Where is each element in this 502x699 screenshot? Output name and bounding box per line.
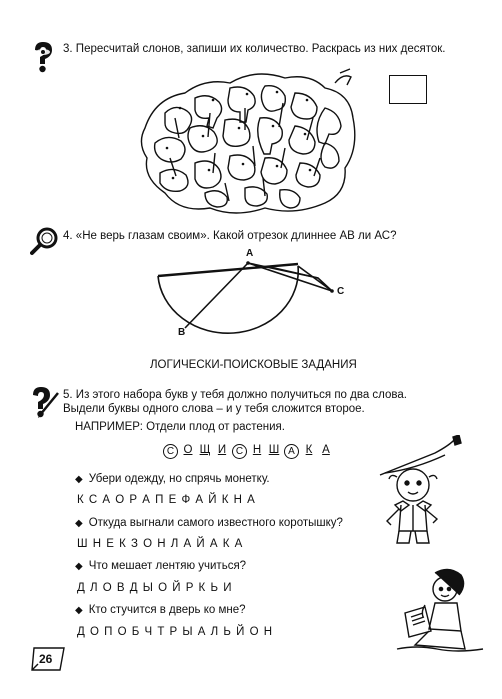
page-number-badge <box>30 646 66 672</box>
item-1-letters[interactable]: К С А О Р А П Е Ф А Й К Н А <box>77 494 256 506</box>
example-letter: С <box>232 444 247 459</box>
magnifier-icon <box>30 226 60 261</box>
example-letter: И <box>217 444 227 456</box>
example-label: НАПРИМЕР: Отдели плод от растения. <box>75 421 285 433</box>
task3-number: 3. <box>63 43 73 55</box>
answer-box[interactable] <box>389 75 427 104</box>
example-letter: С <box>163 444 178 459</box>
example-letters <box>162 444 335 459</box>
question-pen-icon <box>28 385 60 426</box>
segments-figure <box>150 248 360 348</box>
task3-line <box>63 42 445 56</box>
page-number: 26 <box>39 652 53 666</box>
task3-text: Пересчитай слонов, запиши их количество. Раскрась из них десяток. <box>75 43 446 55</box>
item-2-letters[interactable]: Ш Н Е К З О Н Л А Й А К А <box>77 538 244 550</box>
point-a-label: A <box>246 248 254 259</box>
task5-text-2: Выдели буквы одного слова – и у тебя сложится второе. <box>63 403 365 415</box>
question-mark-icon <box>30 40 56 79</box>
task4-number: 4. <box>63 230 73 242</box>
elephants-picture <box>135 58 360 218</box>
diamond-icon: ◆ <box>75 518 83 529</box>
task4-line <box>63 229 396 243</box>
task5-text-1: Из этого набора букв у тебя должно получиться по два слова. <box>75 389 407 401</box>
example-letter: Н <box>252 444 262 456</box>
diamond-icon: ◆ <box>75 561 83 572</box>
example-letter: А <box>322 444 330 456</box>
diamond-icon: ◆ <box>75 474 83 485</box>
example-letter: Щ <box>199 444 211 456</box>
section-title: ЛОГИЧЕСКИ-ПОИСКОВЫЕ ЗАДАНИЯ <box>150 359 357 371</box>
task5-number: 5. <box>63 389 73 401</box>
task4-text: «Не верь глазам своим». Какой отрезок длиннее АВ ли АС? <box>75 230 397 242</box>
item-2-question: ◆ Откуда выгнали самого известного коротышку? <box>75 517 343 529</box>
task5-line1 <box>63 388 407 402</box>
point-b-label: B <box>178 327 186 338</box>
diamond-icon: ◆ <box>75 605 83 616</box>
example-letter: К <box>305 444 313 456</box>
item-3-question: ◆ Что мешает лентяю учиться? <box>75 560 247 572</box>
point-c-label: C <box>337 286 345 297</box>
example-letter: Ш <box>268 444 280 456</box>
example-letter: О <box>183 444 193 456</box>
reading-boy-illustration <box>395 565 485 655</box>
item-1-question: ◆ Убери одежду, но спрячь монетку. <box>75 473 270 485</box>
boy-in-hat-illustration <box>375 435 470 550</box>
example-letter: А <box>284 444 299 459</box>
item-4-letters[interactable]: Д О П О Б Ч Т Р Ы А Л Ь Й О Н <box>77 626 274 638</box>
item-3-letters[interactable]: Д Л О В Д Ы О Й Р К Ь И <box>77 582 233 594</box>
item-4-question: ◆ Кто стучится в дверь ко мне? <box>75 604 246 616</box>
